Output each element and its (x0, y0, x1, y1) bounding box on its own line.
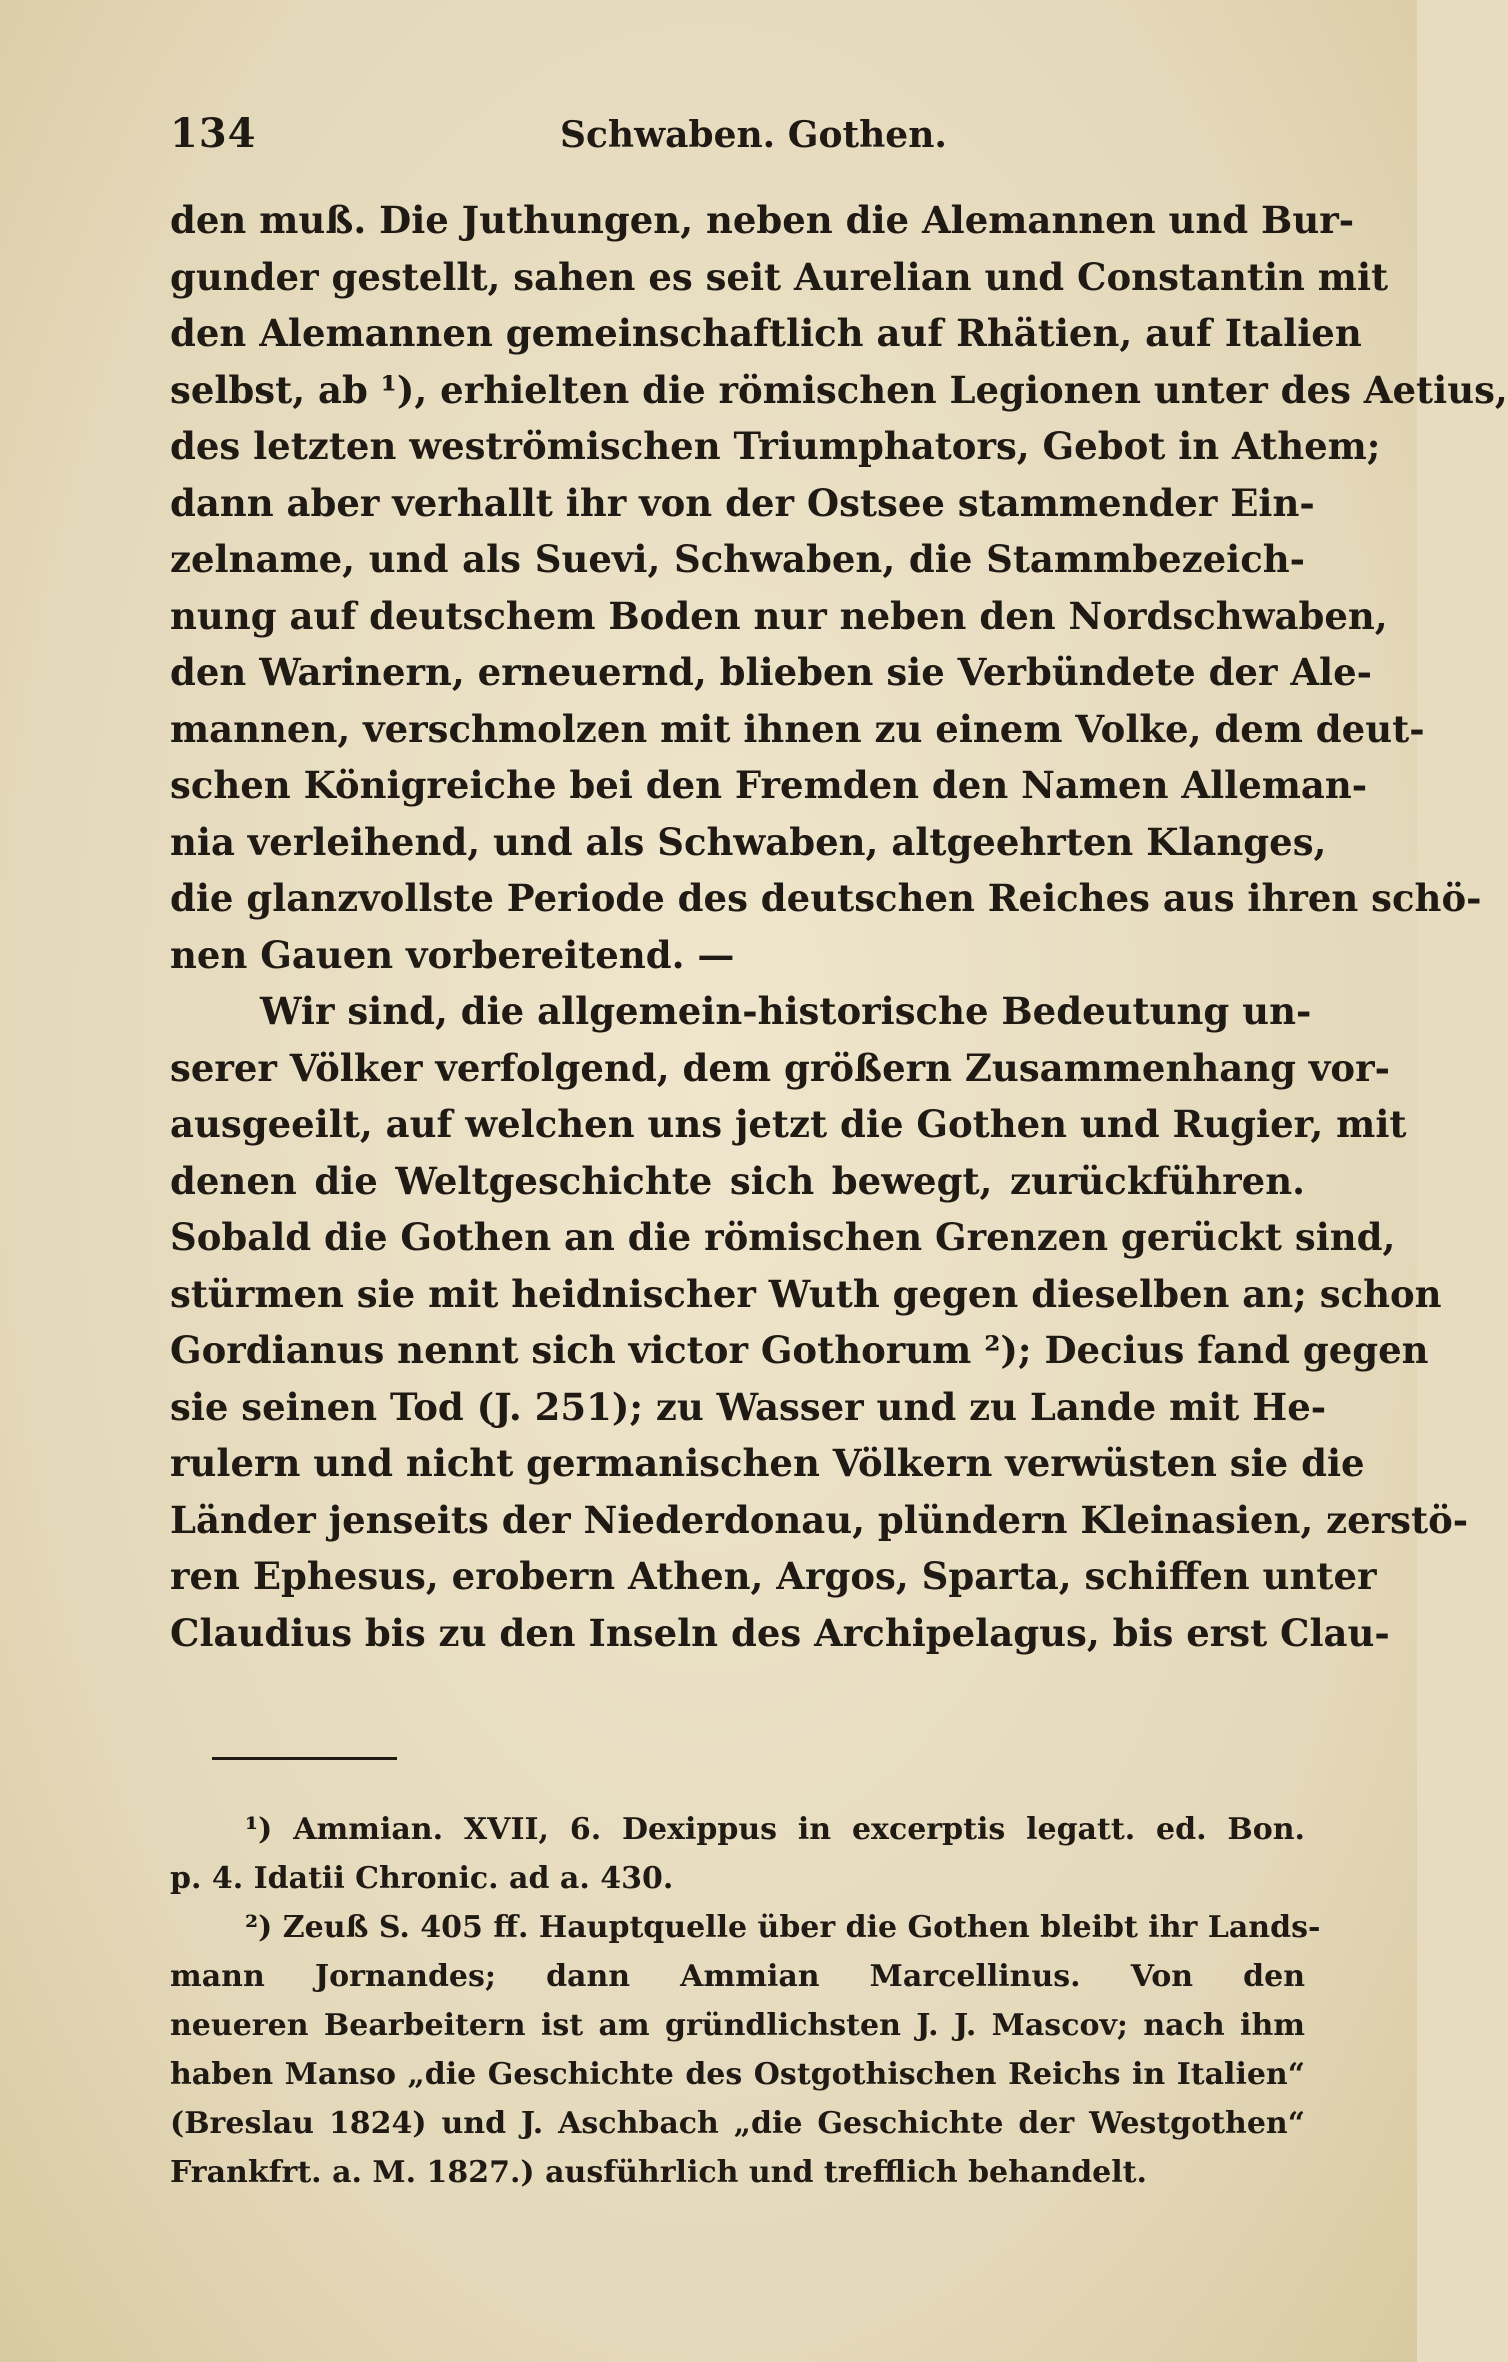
running-head: Schwaben. Gothen. (560, 114, 947, 156)
text-line: Wir sind, die allgemein-historische Bedeutung un- (260, 989, 1312, 1033)
footnote-line: p. 4. Idatii Chronic. ad a. 430. (170, 1861, 674, 1896)
text-line: den muß. Die Juthungen, neben die Alemannen und Bur- (170, 198, 1355, 242)
footnote-line: haben Manso „die Geschichte des Ostgothischen Reichs in Italien“ (170, 2057, 1305, 2092)
text-line: dann aber verhallt ihr von der Ostsee stammender Ein- (170, 480, 1315, 525)
text-line: den Warinern, erneuernd, blieben sie Verbündete der Ale- (170, 650, 1373, 694)
footnote-separator (212, 1757, 397, 1760)
text-line: schen Königreiche bei den Fremden den Namen Alleman- (170, 763, 1368, 807)
text-line: sie seinen Tod (J. 251); zu Wasser und zu Lande mit He- (170, 1384, 1327, 1429)
footnote-line: neueren Bearbeitern ist am gründlichsten J. J. Mascov; nach ihm (170, 2008, 1305, 2043)
main-text (170, 192, 1508, 1661)
text-line: denen die Weltgeschichte sich bewegt, zurückführen. (170, 1158, 1305, 1203)
footnote-line: ¹) Ammian. XVII, 6. Dexippus in excerptis legatt. ed. Bon. (245, 1812, 1305, 1847)
text-line: nia verleihend, und als Schwaben, altgeehrten Klanges, (170, 819, 1327, 864)
footnote-line: (Breslau 1824) und J. Aschbach „die Geschichte der Westgothen“ (170, 2106, 1305, 2141)
text-line: des letzten weströmischen Triumphators, Gebot in Athem; (170, 424, 1381, 468)
text-line: ren Ephesus, erobern Athen, Argos, Sparta, schiffen unter (170, 1554, 1377, 1598)
page-number: 134 (170, 110, 257, 157)
footnotes (170, 1805, 1321, 2197)
text-line: selbst, ab ¹), erhielten die römischen Legionen unter des Aetius, (170, 367, 1508, 412)
text-line: rulern und nicht germanischen Völkern verwüsten sie die (170, 1441, 1365, 1485)
text-line: mannen, verschmolzen mit ihnen zu einem Volke, dem deut- (170, 706, 1425, 751)
footnote-line: Frankfrt. a. M. 1827.) ausführlich und trefflich behandelt. (170, 2155, 1147, 2190)
text-line: Claudius bis zu den Inseln des Archipelagus, bis erst Clau- (170, 1610, 1390, 1655)
text-line: ausgeeilt, auf welchen uns jetzt die Gothen und Rugier, mit (170, 1102, 1407, 1146)
footnote-line: mann Jornandes; dann Ammian Marcellinus. Von den (170, 1959, 1305, 1994)
page-header (170, 110, 1310, 170)
text-line: gunder gestellt, sahen es seit Aurelian und Constantin mit (170, 254, 1389, 299)
text-line: Gordianus nennt sich victor Gothorum ²); Decius fand gegen (170, 1328, 1429, 1372)
footnote-line: ²) Zeuß S. 405 ff. Hauptquelle über die Gothen bleibt ihr Lands- (245, 1910, 1321, 1945)
text-line: den Alemannen gemeinschaftlich auf Rhätien, auf Italien (170, 311, 1362, 355)
text-line: serer Völker verfolgend, dem größern Zusammenhang vor- (170, 1045, 1390, 1090)
text-line: Sobald die Gothen an die römischen Grenzen gerückt sind, (170, 1215, 1396, 1259)
text-line: stürmen sie mit heidnischer Wuth gegen dieselben an; schon (170, 1271, 1442, 1316)
text-line: nen Gauen vorbereitend. — (170, 932, 735, 977)
text-line: Länder jenseits der Niederdonau, plündern Kleinasien, zerstö- (170, 1497, 1469, 1542)
text-line: nung auf deutschem Boden nur neben den Nordschwaben, (170, 593, 1388, 638)
text-line: zelname, und als Suevi, Schwaben, die Stammbezeich- (170, 537, 1305, 581)
text-line: die glanzvollste Periode des deutschen Reiches aus ihren schö- (170, 876, 1482, 920)
